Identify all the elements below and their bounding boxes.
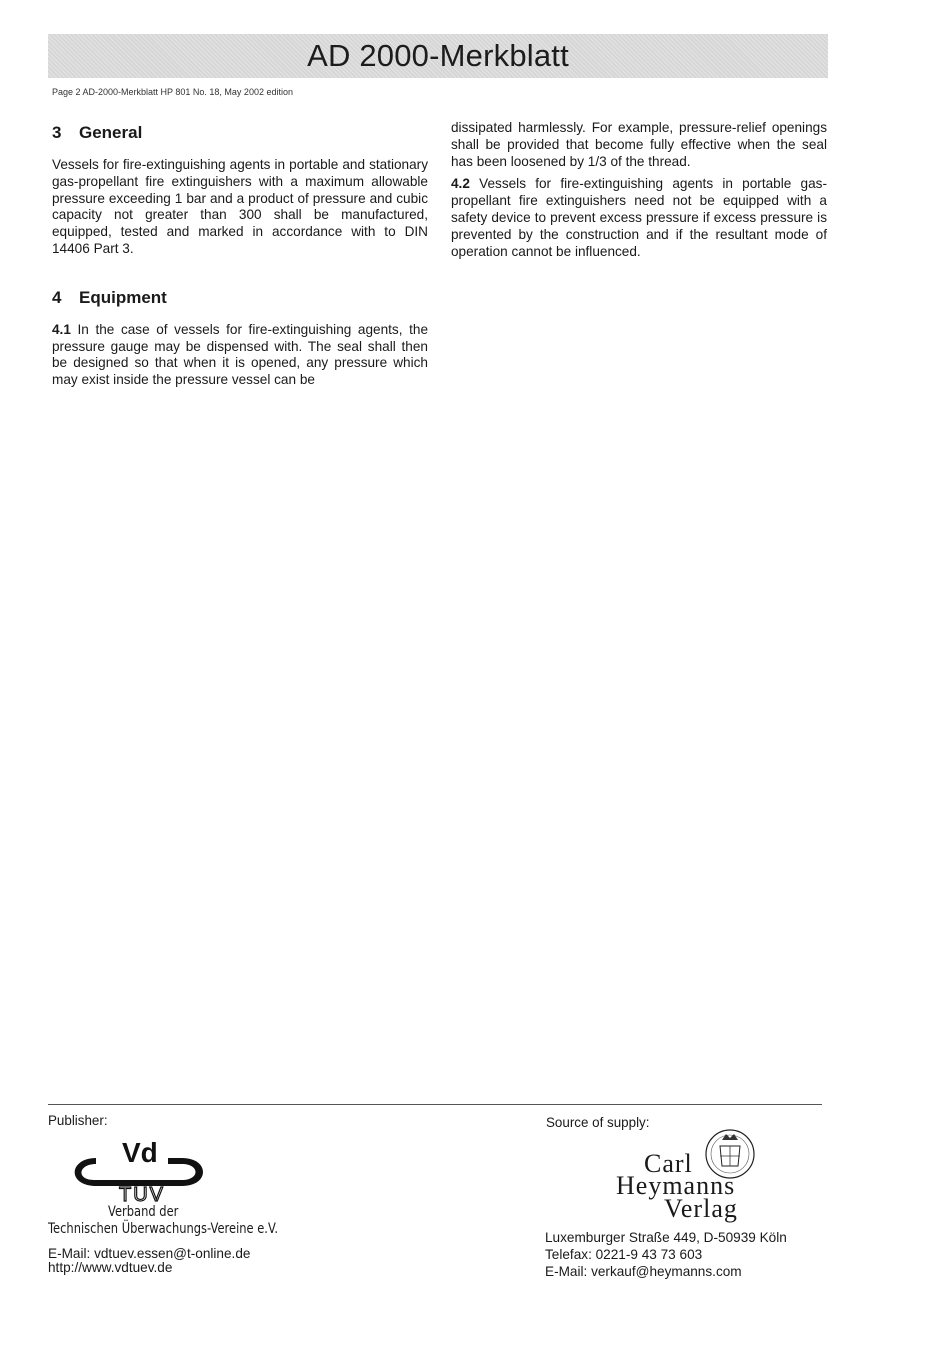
supplier-name-carl: Carl: [644, 1149, 693, 1178]
publisher-name-line-2: Technischen Überwachungs-Vereine e.V.: [48, 1221, 278, 1237]
section-3-title: General: [79, 123, 143, 142]
section-3-heading: [52, 123, 428, 143]
supplier-name-verlag: Verlag: [664, 1194, 738, 1223]
publisher-name-line-1: Verband der: [108, 1204, 179, 1220]
paragraph-4-2-number: 4.2: [451, 176, 470, 192]
left-column: [52, 120, 428, 389]
supplier-contact: [545, 1229, 787, 1280]
section-3-number: 3: [52, 123, 62, 142]
section-4-heading: [52, 288, 428, 308]
right-column: [451, 120, 827, 260]
vdtuev-logo: [64, 1140, 214, 1206]
document-title: AD 2000-Merkblatt: [307, 38, 569, 73]
supplier-fax: Telefax: 0221-9 43 73 603: [545, 1247, 703, 1262]
paragraph-4-2-text: Vessels for fire-extinguishing agents in portable gas-propellant fire extinguishers need not be equipped with a safety device to prevent excess pressure if excess pressure is prevented by the construction and if the resultant mode of operation cannot be influenced.: [451, 176, 827, 259]
section-4-title: Equipment: [79, 287, 167, 307]
publisher-label: Publisher:: [48, 1113, 108, 1128]
header-banner: [48, 34, 828, 78]
supplier-address: Luxemburger Straße 449, D-50939 Köln: [545, 1230, 787, 1245]
footer-divider: [48, 1104, 822, 1105]
paragraph-4-1-continued: dissipated harmlessly. For example, pressure-relief openings shall be provided that become fully effective when the seal has been loosened by 1/3 of the thread.: [451, 120, 827, 169]
paragraph-4-2: [451, 176, 827, 260]
section-4-number: 4: [52, 287, 62, 307]
section-3-text: Vessels for fire-extinguishing agents in portable and stationary gas-propellant fire extinguishers with a maximum allowable pressure exceeding 1 bar and a product of pressure and cubic capacity not greater than 300 shall be manufactured, equipped, tested and marked in accordance with to DIN 14406 Part 3.: [52, 157, 428, 256]
paragraph-4-1-text: In the case of vessels for fire-extinguishing agents, the pressure gauge may be dispensed with. The seal shall then be designed so that when it is opened, any pressure which may exist inside the pressure vessel can be: [52, 321, 428, 388]
publisher-website: http://www.vdtuev.de: [48, 1260, 173, 1275]
vdtuev-logo-tuv: TÜV: [119, 1184, 165, 1206]
vdtuev-logo-vd: Vd: [122, 1140, 158, 1168]
publisher-contact: [48, 1247, 250, 1275]
supply-label: Source of supply:: [546, 1115, 650, 1130]
supplier-name-heymanns: Heymanns: [616, 1171, 736, 1200]
supplier-email: E-Mail: verkauf@heymanns.com: [545, 1264, 742, 1279]
publisher-email: E-Mail: vdtuev.essen@t-online.de: [48, 1246, 251, 1261]
paragraph-4-1-number: 4.1: [52, 321, 71, 337]
paragraph-4-1: [52, 322, 428, 389]
page-reference: Page 2 AD-2000-Merkblatt HP 801 No. 18, May 2002 edition: [52, 87, 293, 97]
